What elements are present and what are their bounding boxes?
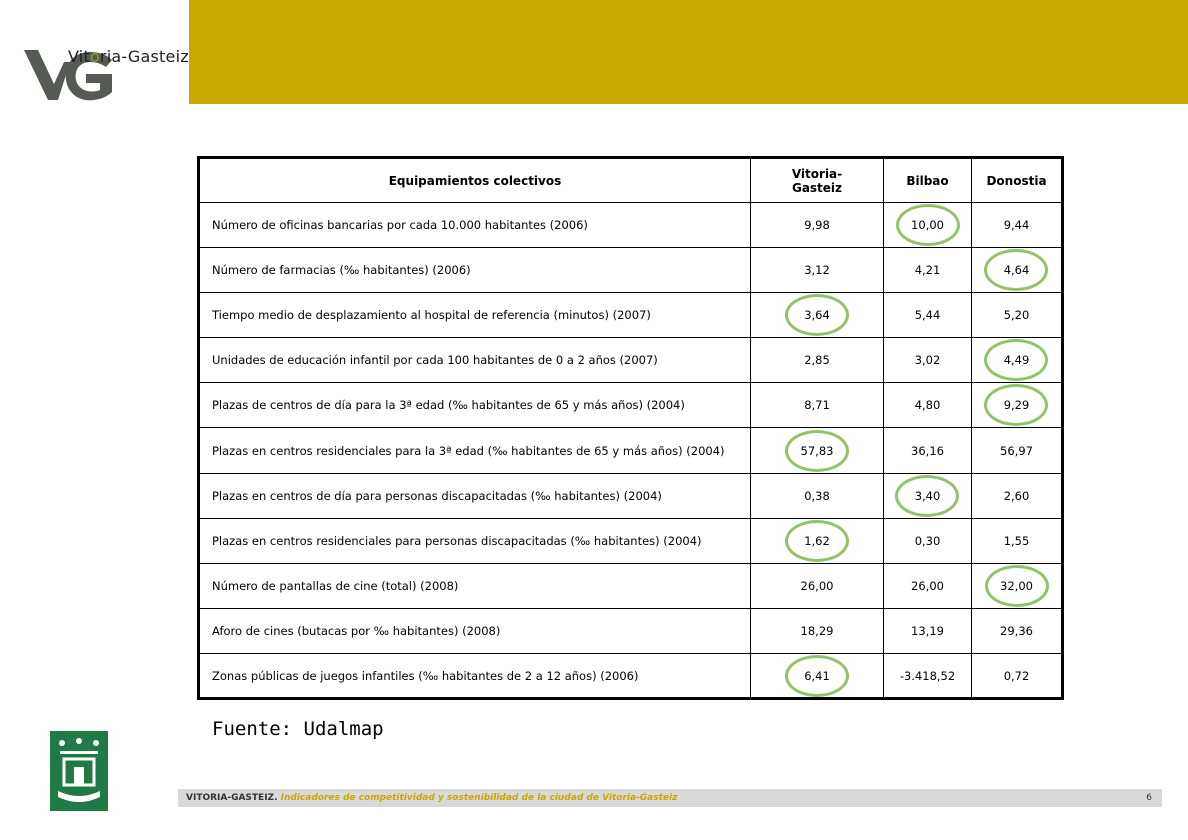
cell-vitoria-gasteiz bbox=[751, 338, 884, 383]
table-row bbox=[199, 203, 1063, 248]
vitoria-gasteiz-logo bbox=[24, 40, 189, 104]
header-vitoria-gasteiz: Vitoria-Gasteiz bbox=[751, 158, 884, 203]
value: 26,00 bbox=[911, 579, 944, 593]
header-gold-bar bbox=[189, 0, 1188, 104]
highlighted-value: 4,49 bbox=[996, 353, 1038, 367]
footer-bar bbox=[178, 789, 1162, 807]
row-label: Plazas de centros de día para la 3ª edad (‰ habitantes de 65 y más años) (2004) bbox=[199, 383, 751, 428]
value: 9,44 bbox=[1003, 218, 1030, 232]
cell-donostia bbox=[972, 293, 1063, 338]
value: 56,97 bbox=[1000, 443, 1033, 458]
cell-bilbao bbox=[884, 383, 972, 428]
footer-subtitle: Indicadores de competitividad y sostenibilidad de la ciudad de Vitoria-Gasteiz bbox=[280, 793, 678, 803]
cell-bilbao bbox=[884, 474, 972, 519]
highlighted-value: 3,64 bbox=[796, 308, 838, 322]
highlighted-value: 9,29 bbox=[996, 398, 1038, 412]
cell-vitoria-gasteiz bbox=[751, 519, 884, 564]
value: -3.418,52 bbox=[899, 668, 956, 683]
cell-vitoria-gasteiz bbox=[751, 474, 884, 519]
row-label: Plazas en centros residenciales para la 3ª edad (‰ habitantes de 65 y más años) (2004) bbox=[199, 428, 751, 474]
cell-donostia bbox=[972, 519, 1063, 564]
value: 29,36 bbox=[1000, 624, 1033, 638]
cell-vitoria-gasteiz bbox=[751, 609, 884, 654]
highlighted-value: 1,62 bbox=[796, 534, 838, 548]
value: 0,38 bbox=[804, 489, 830, 503]
cell-bilbao bbox=[884, 564, 972, 609]
cell-donostia bbox=[972, 203, 1063, 248]
table-row bbox=[199, 428, 1063, 474]
source-note: Fuente: Udalmap bbox=[212, 718, 384, 740]
cell-vitoria-gasteiz bbox=[751, 383, 884, 428]
cell-donostia bbox=[972, 609, 1063, 654]
table-row bbox=[199, 474, 1063, 519]
equipment-indicators-table bbox=[197, 156, 1064, 700]
cell-vitoria-gasteiz bbox=[751, 293, 884, 338]
row-label: Zonas públicas de juegos infantiles (‰ habitantes de 2 a 12 años) (2006) bbox=[199, 654, 751, 699]
cell-vitoria-gasteiz bbox=[751, 564, 884, 609]
cell-donostia bbox=[972, 474, 1063, 519]
value: 26,00 bbox=[800, 579, 834, 593]
cell-bilbao bbox=[884, 428, 972, 474]
city-seal-icon bbox=[50, 731, 108, 811]
row-label: Plazas en centros de día para personas discapacitadas (‰ habitantes) (2004) bbox=[199, 474, 751, 519]
value: 9,98 bbox=[804, 218, 830, 232]
value: 8,71 bbox=[804, 398, 830, 412]
value: 2,85 bbox=[804, 353, 830, 367]
row-label: Número de oficinas bancarias por cada 10.000 habitantes (2006) bbox=[199, 203, 751, 248]
row-label: Número de pantallas de cine (total) (2008) bbox=[199, 564, 751, 609]
highlighted-value: 6,41 bbox=[796, 669, 838, 683]
table-row bbox=[199, 248, 1063, 293]
cell-bilbao bbox=[884, 519, 972, 564]
value: 5,44 bbox=[914, 308, 941, 322]
table-row bbox=[199, 654, 1063, 699]
cell-bilbao bbox=[884, 203, 972, 248]
table-row bbox=[199, 293, 1063, 338]
row-label: Plazas en centros residenciales para personas discapacitadas (‰ habitantes) (2004) bbox=[199, 519, 751, 564]
footer-title: VITORIA-GASTEIZ. Indicadores de competitividad y sostenibilidad de la ciudad de Vitoria-Gasteiz bbox=[186, 793, 678, 803]
table-row bbox=[199, 519, 1063, 564]
cell-bilbao bbox=[884, 293, 972, 338]
cell-bilbao bbox=[884, 609, 972, 654]
value: 13,19 bbox=[911, 624, 944, 638]
value: 2,60 bbox=[1003, 489, 1030, 503]
cell-donostia bbox=[972, 338, 1063, 383]
cell-vitoria-gasteiz bbox=[751, 203, 884, 248]
value: 36,16 bbox=[911, 443, 944, 458]
header-category: Equipamientos colectivos bbox=[199, 158, 751, 203]
logo-wordmark: Vitoria-Gasteiz bbox=[68, 47, 189, 66]
cell-donostia bbox=[972, 564, 1063, 609]
cell-vitoria-gasteiz bbox=[751, 654, 884, 699]
highlighted-value: 4,64 bbox=[996, 263, 1038, 277]
value: 18,29 bbox=[800, 624, 834, 638]
cell-bilbao bbox=[884, 248, 972, 293]
cell-donostia bbox=[972, 428, 1063, 474]
value: 4,21 bbox=[914, 263, 941, 277]
header-donostia: Donostia bbox=[972, 158, 1063, 203]
page-number: 6 bbox=[1146, 793, 1152, 803]
highlighted-value: 10,00 bbox=[903, 218, 952, 232]
table-row bbox=[199, 383, 1063, 428]
cell-vitoria-gasteiz bbox=[751, 248, 884, 293]
row-label: Tiempo medio de desplazamiento al hospital de referencia (minutos) (2007) bbox=[199, 293, 751, 338]
value: 0,30 bbox=[914, 534, 941, 548]
cell-vitoria-gasteiz bbox=[751, 428, 884, 474]
cell-bilbao bbox=[884, 338, 972, 383]
value: 3,12 bbox=[804, 263, 830, 277]
table-row bbox=[199, 338, 1063, 383]
cell-donostia bbox=[972, 383, 1063, 428]
value: 3,02 bbox=[914, 353, 941, 367]
row-label: Unidades de educación infantil por cada 100 habitantes de 0 a 2 años (2007) bbox=[199, 338, 751, 383]
row-label: Aforo de cines (butacas por ‰ habitantes) (2008) bbox=[199, 609, 751, 654]
highlighted-value: 32,00 bbox=[992, 579, 1041, 593]
highlighted-value: 3,40 bbox=[907, 489, 949, 503]
value: 1,55 bbox=[1003, 534, 1030, 548]
cell-bilbao bbox=[884, 654, 972, 699]
row-label: Número de farmacias (‰ habitantes) (2006) bbox=[199, 248, 751, 293]
table-row bbox=[199, 609, 1063, 654]
value: 5,20 bbox=[1003, 308, 1030, 322]
table-row bbox=[199, 564, 1063, 609]
value: 4,80 bbox=[914, 398, 941, 412]
table-header-row bbox=[199, 158, 1063, 203]
cell-donostia bbox=[972, 654, 1063, 699]
cell-donostia bbox=[972, 248, 1063, 293]
highlighted-value: 57,83 bbox=[793, 444, 842, 458]
value: 0,72 bbox=[1003, 668, 1030, 683]
header-bilbao: Bilbao bbox=[884, 158, 972, 203]
